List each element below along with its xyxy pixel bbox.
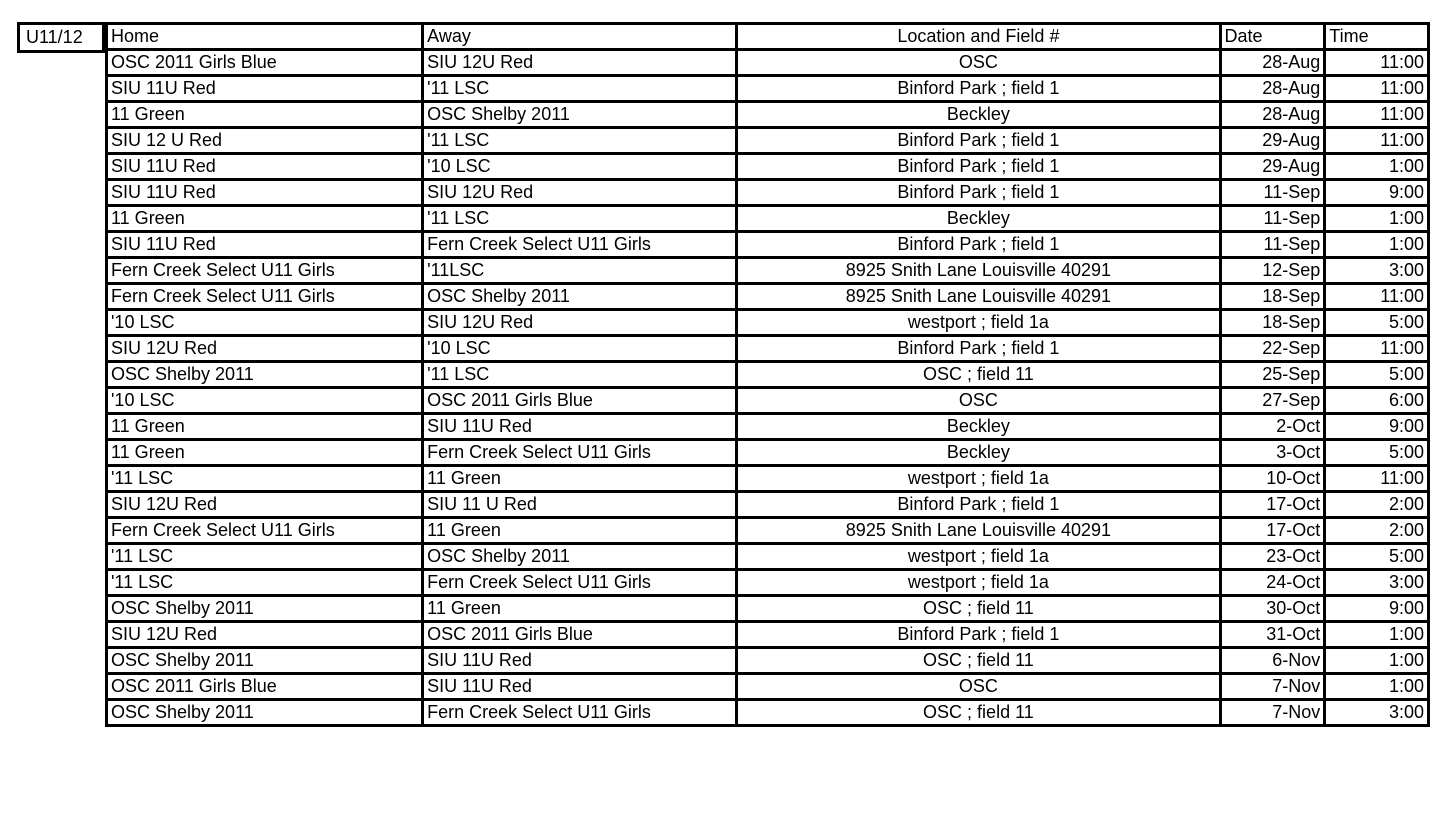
cell-home: '11 LSC — [107, 544, 423, 570]
cell-date: 18-Sep — [1220, 284, 1325, 310]
cell-location: Binford Park ; field 1 — [737, 492, 1220, 518]
table-row — [107, 622, 1429, 648]
cell-home: SIU 12 U Red — [107, 128, 423, 154]
cell-home: 11 Green — [107, 102, 423, 128]
cell-date: 11-Sep — [1220, 206, 1325, 232]
cell-date: 29-Aug — [1220, 128, 1325, 154]
cell-home: SIU 12U Red — [107, 492, 423, 518]
cell-home: '10 LSC — [107, 310, 423, 336]
cell-away: '11 LSC — [423, 362, 737, 388]
cell-away: SIU 12U Red — [423, 310, 737, 336]
cell-location: Binford Park ; field 1 — [737, 232, 1220, 258]
table-row — [107, 544, 1429, 570]
cell-location: OSC ; field 11 — [737, 362, 1220, 388]
cell-home: 11 Green — [107, 414, 423, 440]
cell-location: OSC ; field 11 — [737, 648, 1220, 674]
cell-home: 11 Green — [107, 440, 423, 466]
cell-date: 31-Oct — [1220, 622, 1325, 648]
cell-time: 11:00 — [1325, 102, 1429, 128]
table-row — [107, 414, 1429, 440]
header-home: Home — [107, 24, 423, 50]
cell-home: OSC 2011 Girls Blue — [107, 674, 423, 700]
cell-home: OSC Shelby 2011 — [107, 596, 423, 622]
division-label: U11/12 — [17, 22, 105, 53]
cell-location: OSC — [737, 50, 1220, 76]
cell-location: westport ; field 1a — [737, 310, 1220, 336]
cell-away: '11LSC — [423, 258, 737, 284]
cell-home: SIU 12U Red — [107, 336, 423, 362]
cell-date: 7-Nov — [1220, 674, 1325, 700]
cell-time: 5:00 — [1325, 362, 1429, 388]
cell-time: 5:00 — [1325, 310, 1429, 336]
cell-home: 11 Green — [107, 206, 423, 232]
cell-time: 9:00 — [1325, 414, 1429, 440]
cell-location: 8925 Snith Lane Louisville 40291 — [737, 284, 1220, 310]
cell-away: '11 LSC — [423, 128, 737, 154]
cell-away: OSC Shelby 2011 — [423, 544, 737, 570]
cell-away: 11 Green — [423, 596, 737, 622]
cell-away: 11 Green — [423, 466, 737, 492]
cell-home: OSC Shelby 2011 — [107, 362, 423, 388]
cell-location: Binford Park ; field 1 — [737, 76, 1220, 102]
table-row — [107, 154, 1429, 180]
table-row — [107, 232, 1429, 258]
cell-time: 11:00 — [1325, 50, 1429, 76]
cell-time: 3:00 — [1325, 570, 1429, 596]
table-row — [107, 76, 1429, 102]
cell-time: 1:00 — [1325, 622, 1429, 648]
table-row — [107, 128, 1429, 154]
header-away: Away — [423, 24, 737, 50]
cell-home: '11 LSC — [107, 466, 423, 492]
cell-time: 1:00 — [1325, 206, 1429, 232]
cell-away: Fern Creek Select U11 Girls — [423, 232, 737, 258]
cell-date: 22-Sep — [1220, 336, 1325, 362]
cell-date: 10-Oct — [1220, 466, 1325, 492]
cell-time: 2:00 — [1325, 492, 1429, 518]
cell-location: westport ; field 1a — [737, 466, 1220, 492]
table-row — [107, 362, 1429, 388]
cell-home: SIU 11U Red — [107, 76, 423, 102]
cell-time: 1:00 — [1325, 674, 1429, 700]
cell-home: '10 LSC — [107, 388, 423, 414]
cell-date: 17-Oct — [1220, 492, 1325, 518]
table-row — [107, 648, 1429, 674]
cell-location: Binford Park ; field 1 — [737, 336, 1220, 362]
cell-location: OSC ; field 11 — [737, 700, 1220, 726]
header-row — [107, 24, 1429, 50]
cell-location: OSC ; field 11 — [737, 596, 1220, 622]
cell-location: Binford Park ; field 1 — [737, 622, 1220, 648]
cell-date: 11-Sep — [1220, 232, 1325, 258]
cell-time: 6:00 — [1325, 388, 1429, 414]
table-row — [107, 440, 1429, 466]
cell-time: 11:00 — [1325, 128, 1429, 154]
schedule-table — [105, 22, 1430, 727]
cell-location: OSC — [737, 388, 1220, 414]
cell-location: 8925 Snith Lane Louisville 40291 — [737, 518, 1220, 544]
table-row — [107, 310, 1429, 336]
cell-time: 11:00 — [1325, 336, 1429, 362]
cell-time: 1:00 — [1325, 154, 1429, 180]
table-row — [107, 258, 1429, 284]
cell-away: SIU 11 U Red — [423, 492, 737, 518]
cell-away: SIU 11U Red — [423, 674, 737, 700]
cell-location: Beckley — [737, 102, 1220, 128]
cell-away: 11 Green — [423, 518, 737, 544]
cell-away: '10 LSC — [423, 336, 737, 362]
cell-location: westport ; field 1a — [737, 544, 1220, 570]
cell-home: Fern Creek Select U11 Girls — [107, 284, 423, 310]
cell-away: Fern Creek Select U11 Girls — [423, 700, 737, 726]
cell-away: SIU 11U Red — [423, 648, 737, 674]
cell-time: 5:00 — [1325, 544, 1429, 570]
table-row — [107, 466, 1429, 492]
cell-location: Beckley — [737, 206, 1220, 232]
cell-away: OSC Shelby 2011 — [423, 102, 737, 128]
table-row — [107, 518, 1429, 544]
cell-away: Fern Creek Select U11 Girls — [423, 570, 737, 596]
cell-date: 12-Sep — [1220, 258, 1325, 284]
header-date: Date — [1220, 24, 1325, 50]
cell-home: OSC Shelby 2011 — [107, 700, 423, 726]
cell-date: 28-Aug — [1220, 50, 1325, 76]
cell-time: 3:00 — [1325, 700, 1429, 726]
cell-time: 11:00 — [1325, 284, 1429, 310]
cell-date: 28-Aug — [1220, 102, 1325, 128]
cell-home: '11 LSC — [107, 570, 423, 596]
cell-date: 23-Oct — [1220, 544, 1325, 570]
cell-time: 11:00 — [1325, 466, 1429, 492]
table-row — [107, 570, 1429, 596]
cell-away: '11 LSC — [423, 76, 737, 102]
cell-away: '10 LSC — [423, 154, 737, 180]
cell-date: 2-Oct — [1220, 414, 1325, 440]
table-row — [107, 206, 1429, 232]
header-time: Time — [1325, 24, 1429, 50]
cell-time: 9:00 — [1325, 180, 1429, 206]
cell-location: 8925 Snith Lane Louisville 40291 — [737, 258, 1220, 284]
cell-away: SIU 11U Red — [423, 414, 737, 440]
cell-time: 3:00 — [1325, 258, 1429, 284]
cell-away: OSC Shelby 2011 — [423, 284, 737, 310]
cell-away: SIU 12U Red — [423, 50, 737, 76]
cell-away: OSC 2011 Girls Blue — [423, 622, 737, 648]
cell-home: Fern Creek Select U11 Girls — [107, 258, 423, 284]
cell-time: 1:00 — [1325, 232, 1429, 258]
cell-time: 5:00 — [1325, 440, 1429, 466]
cell-location: Binford Park ; field 1 — [737, 128, 1220, 154]
cell-time: 9:00 — [1325, 596, 1429, 622]
schedule-body — [107, 24, 1429, 726]
cell-date: 27-Sep — [1220, 388, 1325, 414]
table-row — [107, 180, 1429, 206]
cell-away: SIU 12U Red — [423, 180, 737, 206]
header-location: Location and Field # — [737, 24, 1220, 50]
cell-date: 30-Oct — [1220, 596, 1325, 622]
cell-date: 6-Nov — [1220, 648, 1325, 674]
table-row — [107, 700, 1429, 726]
cell-location: westport ; field 1a — [737, 570, 1220, 596]
cell-away: '11 LSC — [423, 206, 737, 232]
cell-date: 3-Oct — [1220, 440, 1325, 466]
cell-home: SIU 11U Red — [107, 232, 423, 258]
cell-time: 1:00 — [1325, 648, 1429, 674]
cell-location: Beckley — [737, 414, 1220, 440]
table-row — [107, 336, 1429, 362]
cell-away: Fern Creek Select U11 Girls — [423, 440, 737, 466]
cell-home: SIU 12U Red — [107, 622, 423, 648]
table-row — [107, 596, 1429, 622]
cell-date: 24-Oct — [1220, 570, 1325, 596]
cell-away: OSC 2011 Girls Blue — [423, 388, 737, 414]
cell-date: 29-Aug — [1220, 154, 1325, 180]
cell-date: 7-Nov — [1220, 700, 1325, 726]
table-row — [107, 674, 1429, 700]
table-row — [107, 492, 1429, 518]
cell-time: 2:00 — [1325, 518, 1429, 544]
cell-date: 25-Sep — [1220, 362, 1325, 388]
cell-location: Beckley — [737, 440, 1220, 466]
cell-home: SIU 11U Red — [107, 154, 423, 180]
cell-home: Fern Creek Select U11 Girls — [107, 518, 423, 544]
cell-location: OSC — [737, 674, 1220, 700]
cell-home: OSC Shelby 2011 — [107, 648, 423, 674]
cell-home: SIU 11U Red — [107, 180, 423, 206]
cell-date: 11-Sep — [1220, 180, 1325, 206]
cell-location: Binford Park ; field 1 — [737, 154, 1220, 180]
cell-home: OSC 2011 Girls Blue — [107, 50, 423, 76]
table-row — [107, 50, 1429, 76]
cell-time: 11:00 — [1325, 76, 1429, 102]
cell-date: 28-Aug — [1220, 76, 1325, 102]
cell-date: 17-Oct — [1220, 518, 1325, 544]
cell-location: Binford Park ; field 1 — [737, 180, 1220, 206]
table-row — [107, 102, 1429, 128]
table-row — [107, 284, 1429, 310]
cell-date: 18-Sep — [1220, 310, 1325, 336]
table-row — [107, 388, 1429, 414]
